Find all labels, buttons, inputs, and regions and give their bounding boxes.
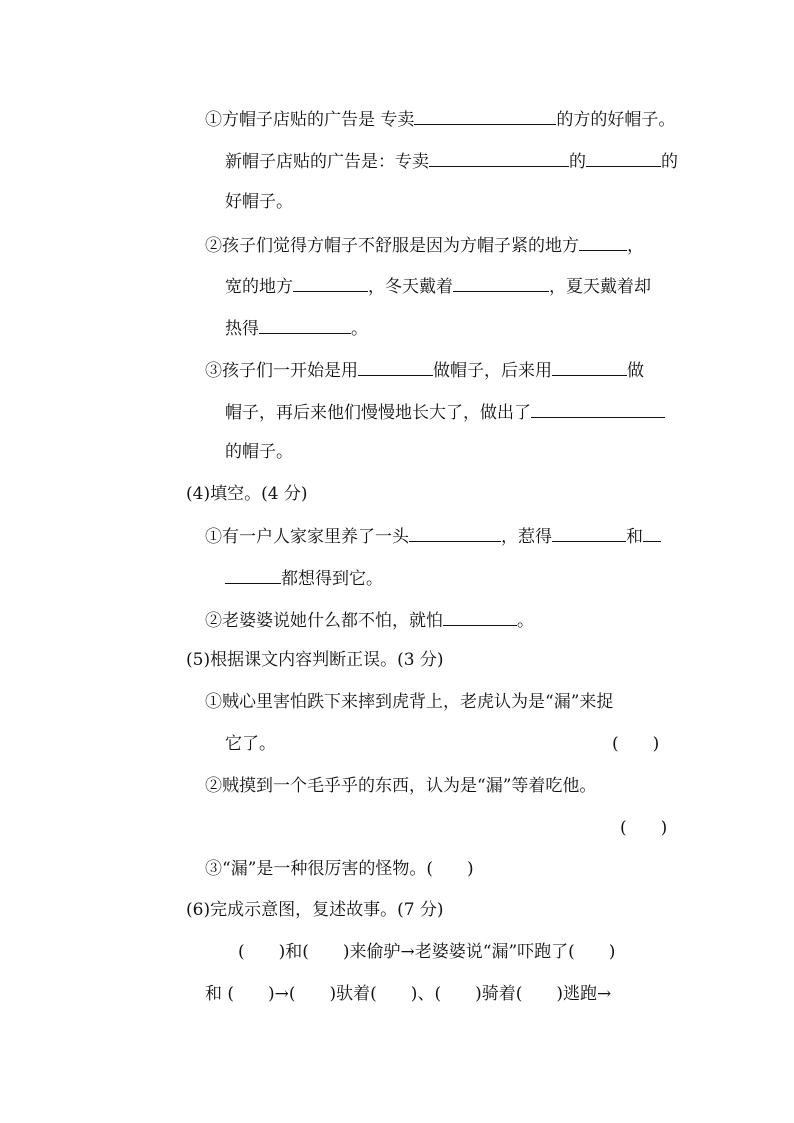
q6-diagram-line1: ( )和( )来偷驴→老婆婆说“漏”吓跑了( ) (238, 942, 616, 962)
answer-blank[interactable] (552, 524, 626, 542)
q5-item1-line2: 它了。 (225, 734, 276, 754)
answer-paren[interactable]: ( ) (620, 818, 668, 838)
answer-blank[interactable] (453, 274, 549, 292)
text: 的 (661, 152, 678, 172)
text: ②孩子们觉得方帽子不舒服是因为方帽子紧的地方 (205, 236, 579, 256)
text: ②老婆婆说她什么都不怕，就怕 (205, 611, 443, 631)
text: 宽的地方 (225, 277, 293, 297)
answer-blank[interactable] (586, 149, 661, 167)
q4-heading: (4)填空。(4 分) (186, 484, 308, 504)
answer-blank[interactable] (293, 274, 368, 292)
answer-blank[interactable] (579, 233, 627, 251)
text: ，冬天戴着 (368, 277, 453, 297)
answer-blank[interactable] (225, 566, 281, 584)
q3-item2-line3 (225, 316, 368, 340)
q5-heading: (5)根据课文内容判断正误。(3 分) (186, 650, 444, 670)
answer-blank[interactable] (409, 524, 501, 542)
answer-blank[interactable] (643, 524, 661, 542)
text: 的帽子。 (225, 442, 293, 462)
text: ， (627, 236, 644, 256)
q5-item3: ③“漏”是一种很厉害的怪物。( ) (205, 859, 474, 879)
answer-blank[interactable] (414, 107, 556, 125)
answer-blank[interactable] (358, 358, 433, 376)
text: ①方帽子店贴的广告是 专卖 (205, 110, 415, 130)
q3-item2-line1 (205, 233, 644, 257)
q3-item3-line2 (225, 400, 665, 424)
answer-blank[interactable] (552, 358, 627, 376)
answer-blank[interactable] (259, 316, 351, 334)
text: ①有一户人家家里养了一头 (205, 527, 409, 547)
q6-heading: (6)完成示意图，复述故事。(7 分) (186, 900, 444, 920)
text: 做帽子，后来用 (433, 361, 552, 381)
q4-item1-line2 (225, 566, 383, 590)
answer-blank[interactable] (531, 400, 665, 418)
q3-item3-line1 (205, 358, 644, 382)
q6-diagram-line2: 和 ( )→( )驮着( )、( )骑着( )逃跑→ (205, 984, 612, 1004)
text: 好帽子。 (225, 192, 293, 212)
text: 都想得到它。 (281, 569, 383, 589)
text: ③孩子们一开始是用 (205, 361, 358, 381)
q3-item2-line2 (225, 274, 651, 298)
text: 的方的好帽子。 (556, 110, 676, 130)
q3-item1-line1 (205, 107, 675, 131)
q4-item2 (205, 608, 534, 632)
answer-blank[interactable] (443, 608, 517, 626)
text: ，夏天戴着却 (549, 277, 651, 297)
answer-blank[interactable] (429, 149, 569, 167)
answer-paren[interactable]: ( ) (612, 734, 660, 754)
text: 做 (627, 361, 644, 381)
text: 帽子，再后来他们慢慢地长大了，做出了 (225, 403, 531, 423)
q4-item1-line1 (205, 524, 661, 548)
text: ，惹得 (501, 527, 552, 547)
q3-item1-line2 (225, 149, 678, 173)
text: 热得 (225, 319, 259, 339)
q3-item3-line3 (225, 441, 293, 463)
text: 。 (351, 319, 368, 339)
text: 。 (517, 611, 534, 631)
text: 的 (569, 152, 586, 172)
q5-item2: ②贼摸到一个毛乎乎的东西，认为是“漏”等着吃他。 (205, 776, 597, 796)
text: 和 (626, 527, 643, 547)
text: 新帽子店贴的广告是：专卖 (225, 152, 429, 172)
q5-item1-line1: ①贼心里害怕跌下来摔到虎背上，老虎认为是“漏”来捉 (205, 692, 614, 712)
q3-item1-line3 (225, 191, 293, 213)
